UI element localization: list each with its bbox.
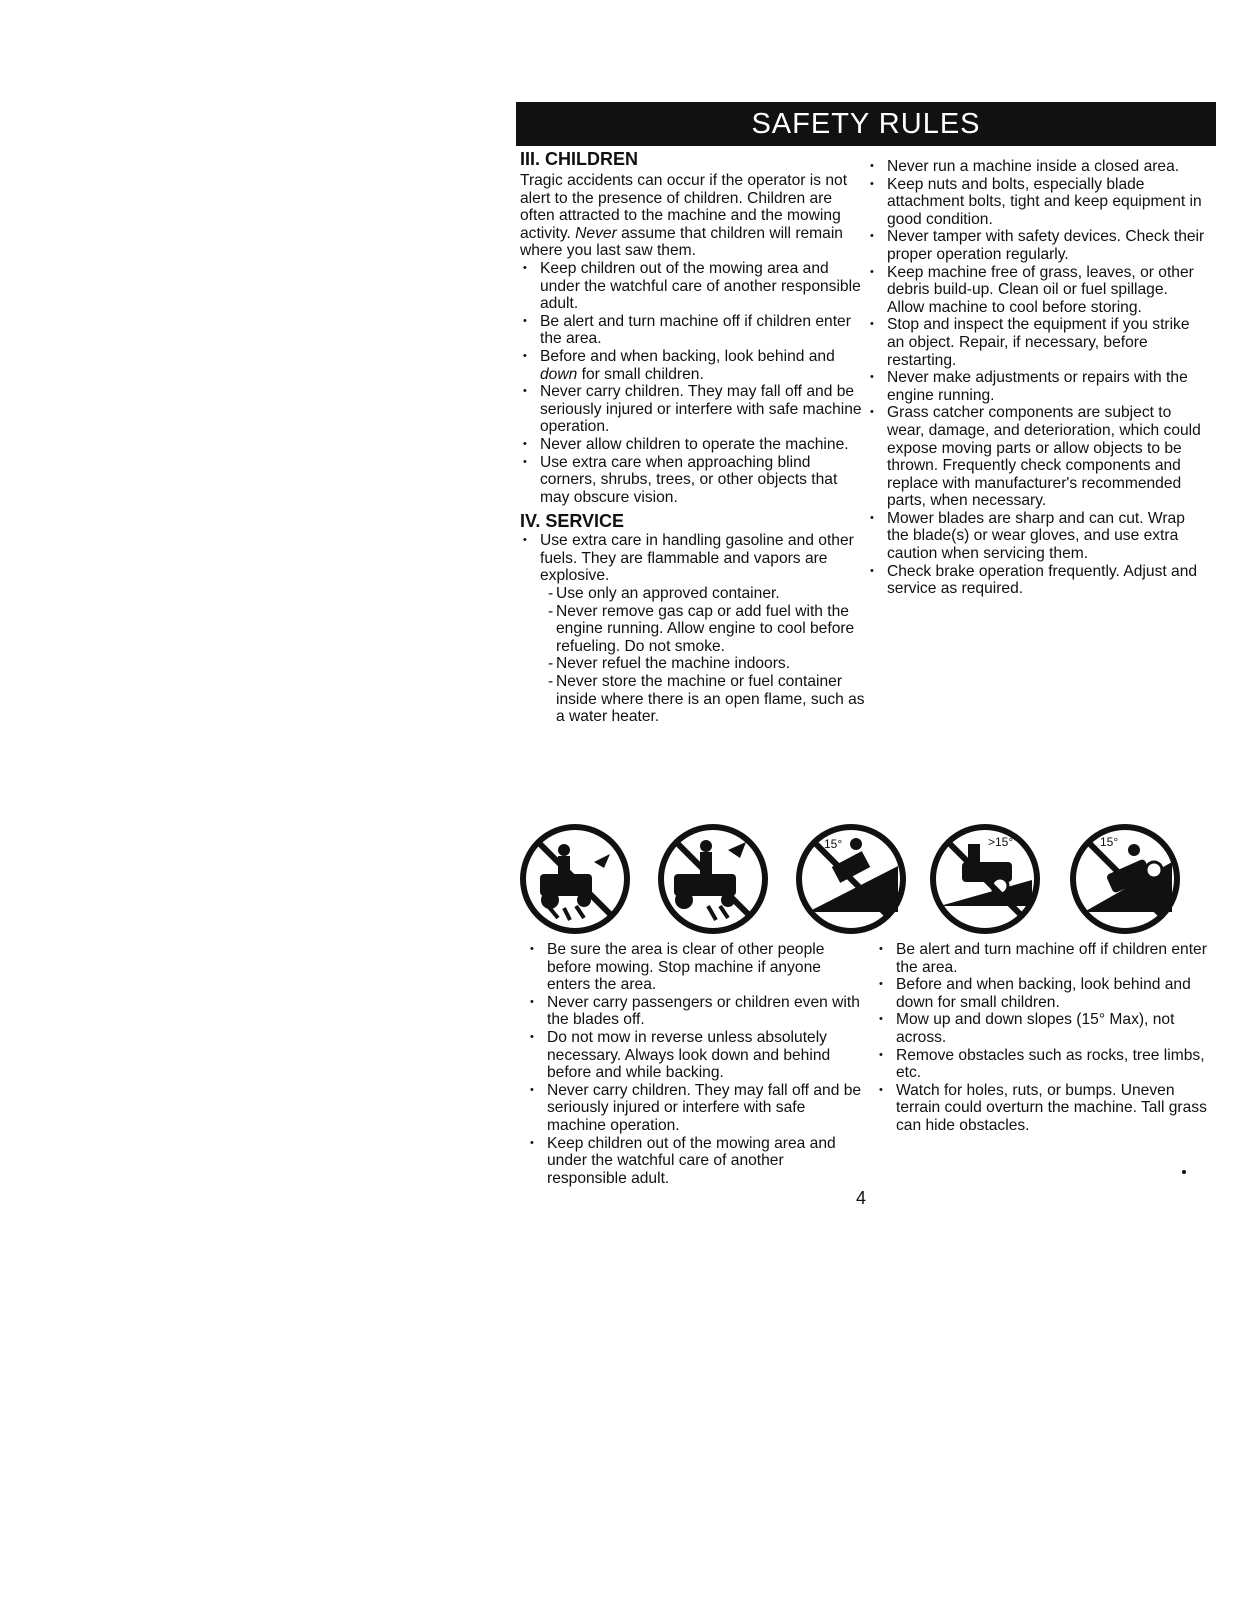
sublist-item: - Never refuel the machine indoors. — [548, 655, 865, 673]
list-item: • Keep children out of the mowing area and under the watchful care of another responsible adult. — [520, 260, 865, 313]
slope-label: 15° — [824, 837, 843, 851]
list-item: • Mow up and down slopes (15° Max), not across. — [876, 1011, 1216, 1046]
list-item: • Never make adjustments or repairs with the engine running. — [867, 369, 1207, 404]
page-number: 4 — [856, 1188, 867, 1208]
scan-mark — [1182, 1170, 1186, 1174]
no-children-near-mower-icon — [518, 822, 632, 936]
list-item: • Watch for holes, ruts, or bumps. Uneven terrain could overturn the machine. Tall grass can hide obstacles. — [876, 1082, 1216, 1135]
list-item: • Never carry children. They may fall off and be seriously injured or interfere with safe machine operation. — [520, 383, 865, 436]
children-intro — [520, 172, 865, 260]
list-item: • Check brake operation frequently. Adjust and service as required. — [867, 563, 1207, 598]
list-item: • Never carry passengers or children even with the blades off. — [527, 994, 867, 1029]
service-list — [520, 532, 865, 726]
children-heading: III. CHILDREN — [520, 149, 639, 169]
list-item: • Be alert and turn machine off if children enter the area. — [876, 941, 1216, 976]
list-item: • Mower blades are sharp and can cut. Wrap the blade(s) or wear gloves, and use extra caution when servicing them. — [867, 510, 1207, 563]
warning-icons-row — [518, 816, 1218, 936]
list-item: • Keep children out of the mowing area and under the watchful care of another responsible adult. — [527, 1135, 867, 1188]
children-list — [520, 260, 865, 506]
service-heading: IV. SERVICE — [520, 511, 625, 532]
sublist-item: - Use only an approved container. — [548, 585, 865, 603]
list-item: • Before and when backing, look behind and down for small children. — [876, 976, 1216, 1011]
list-item: • Grass catcher components are subject to wear, damage, and deterioration, which could expose moving parts or allow objects to be thrown. Frequently check components and replace with manufacturer's recommended parts, when necessary. — [867, 404, 1207, 510]
intro-text: Tragic accidents can occur if the operator is not alert to the presence of children. Children are often attracted to the machine and the mowing activity. — [520, 172, 848, 242]
item-text: Before and when backing, look behind and — [540, 347, 835, 365]
bottom-left-column — [527, 941, 867, 1187]
list-item: • Remove obstacles such as rocks, tree limbs, etc. — [876, 1047, 1216, 1082]
fuel-sublist — [540, 585, 865, 726]
service-list-continued — [867, 158, 1207, 598]
right-column — [867, 158, 1207, 598]
mow-up-down-slope-icon — [1068, 822, 1182, 936]
no-steep-slope-icon — [928, 822, 1042, 936]
sublist-item: - Never store the machine or fuel container inside where there is an open flame, such as a water heater. — [548, 673, 865, 726]
mowing-safety-list — [527, 941, 867, 1187]
section-header: SAFETY RULES — [516, 102, 1216, 146]
intro-emphasis: Never — [575, 224, 617, 242]
list-item: • Never tamper with safety devices. Check their proper operation regularly. — [867, 228, 1207, 263]
list-item: • Do not mow in reverse unless absolutely necessary. Always look down and behind before and while backing. — [527, 1029, 867, 1082]
slope-safety-list — [876, 941, 1216, 1135]
list-item — [520, 348, 865, 383]
slope-label: 15° — [1100, 835, 1119, 849]
list-item: • Keep machine free of grass, leaves, or other debris build-up. Clean oil or fuel spillage. Allow machine to cool before storing. — [867, 264, 1207, 317]
slope-limit-icon — [794, 822, 908, 936]
list-item: • Stop and inspect the equipment if you strike an object. Repair, if necessary, before restarting. — [867, 316, 1207, 369]
list-item: • Never run a machine inside a closed area. — [867, 158, 1207, 176]
bottom-right-column — [876, 941, 1216, 1135]
item-text-end: for small children. — [577, 365, 704, 383]
item-emphasis: down — [540, 365, 578, 383]
list-item: • Keep nuts and bolts, especially blade attachment bolts, tight and keep equipment in good condition. — [867, 176, 1207, 229]
sublist-item: - Never remove gas cap or add fuel with the engine running. Allow engine to cool before refueling. Do not smoke. — [548, 603, 865, 656]
list-item — [520, 532, 865, 726]
list-item: • Be sure the area is clear of other people before mowing. Stop machine if anyone enters the area. — [527, 941, 867, 994]
list-item: • Be alert and turn machine off if children enter the area. — [520, 313, 865, 348]
no-passengers-icon — [656, 822, 770, 936]
slope-label: >15° — [988, 835, 1014, 849]
item-text: Use extra care in handling gasoline and other fuels. They are flammable and vapors are explosive. — [540, 532, 854, 585]
list-item: • Never carry children. They may fall off and be seriously injured or interfere with safe machine operation. — [527, 1082, 867, 1135]
list-item: • Never allow children to operate the machine. — [520, 436, 865, 454]
intro-text-end: assume that children will remain where you last saw them. — [520, 224, 843, 260]
list-item: • Use extra care when approaching blind corners, shrubs, trees, or other objects that may obscure vision. — [520, 454, 865, 507]
left-column — [520, 148, 865, 726]
